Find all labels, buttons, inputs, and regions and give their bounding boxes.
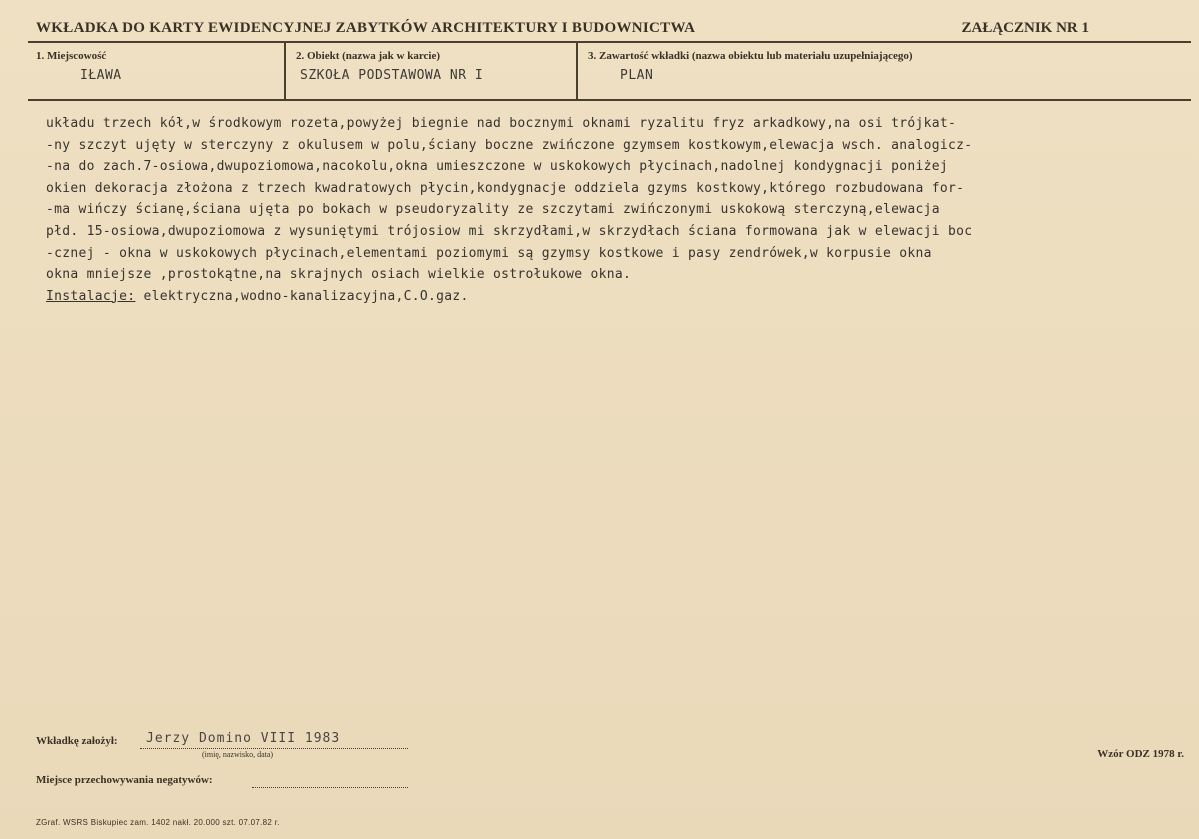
annex-number: ZAŁĄCZNIK NR 1 <box>961 20 1089 36</box>
description-line: -na do zach.7-osiowa,dwupoziomowa,nacokolu,okna umieszczone w uskokowych płycinach,nadolnej kondygnacji poniżej <box>46 159 949 175</box>
field-contents-label: 3. Zawartość wkładki (nazwa obiektu lub materiału uzupełniającego) <box>588 50 913 62</box>
description-line: płd. 15-osiowa,dwupoziomowa z wysuniętymi trójosiow mi skrzydłami,w skrzydłach ściana formowana jak w elewacji boc <box>46 223 973 239</box>
printer-imprint: ZGraf. WSRS Biskupiec zam. 1402 nakł. 20.000 szt. 07.07.82 r. <box>36 818 280 827</box>
negatives-storage-dotted-line <box>252 787 408 788</box>
field-object-label: 2. Obiekt (nazwa jak w karcie) <box>296 50 441 62</box>
description-line: układu trzech kół,w środkowym rozeta,powyżej biegnie nad bocznymi oknami ryzalitu fryz arkadkowy,na osi trójkat- <box>46 116 957 131</box>
created-by-dotted-line <box>140 748 408 749</box>
field-divider <box>284 42 286 99</box>
field-locality-value: IŁAWA <box>80 68 122 83</box>
field-divider <box>576 42 578 99</box>
installations-line <box>46 286 1176 308</box>
description-line: -ma wińczy ścianę,ściana ujęta po bokach w pseudoryzality ze szczytami zwińczonymi uskokową sterczyną,elewacja <box>46 202 940 218</box>
field-object-value: SZKOŁA PODSTAWOWA NR I <box>300 68 484 83</box>
installations-value: elektryczna,wodno-kanalizacyjna,C.O.gaz. <box>135 288 469 304</box>
created-by-value: Jerzy Domino VIII 1983 <box>146 731 341 746</box>
description-line: okien dekoracja złożona z trzech kwadratowych płycin,kondygnacje oddziela gzyms kostkowy,którego rozbudowana for- <box>46 180 965 196</box>
field-locality-label: 1. Miejscowość <box>36 50 107 62</box>
form-pattern-note: Wzór ODZ 1978 r. <box>1097 748 1184 760</box>
form-title: WKŁADKA DO KARTY EWIDENCYJNEJ ZABYTKÓW ARCHITEKTURY I BUDOWNICTWA <box>36 20 696 36</box>
field-contents-value: PLAN <box>620 68 654 83</box>
created-by-label: Wkładkę założył: <box>36 735 118 747</box>
negatives-storage-label: Miejsce przechowywania negatywów: <box>36 774 213 786</box>
description-line: -ny szczyt ujęty w sterczyny z okulusem w polu,ściany boczne zwińczone gzymsem kostkowym,elewacja wsch. analogicz- <box>46 137 973 153</box>
description-line: -cznej - okna w uskokowych płycinach,elementami poziomymi są gzymsy kostkowe i pasy zendrówek,w korpusie okna <box>46 245 932 261</box>
fields-rule <box>28 99 1191 101</box>
installations-label: Instalacje: <box>46 288 136 304</box>
description-text <box>46 113 1176 307</box>
header-rule <box>28 41 1191 43</box>
created-by-hint: (imię, nazwisko, data) <box>202 750 274 759</box>
description-line: okna mniejsze ,prostokątne,na skrajnych osiach wielkie ostrołukowe okna. <box>46 267 632 283</box>
